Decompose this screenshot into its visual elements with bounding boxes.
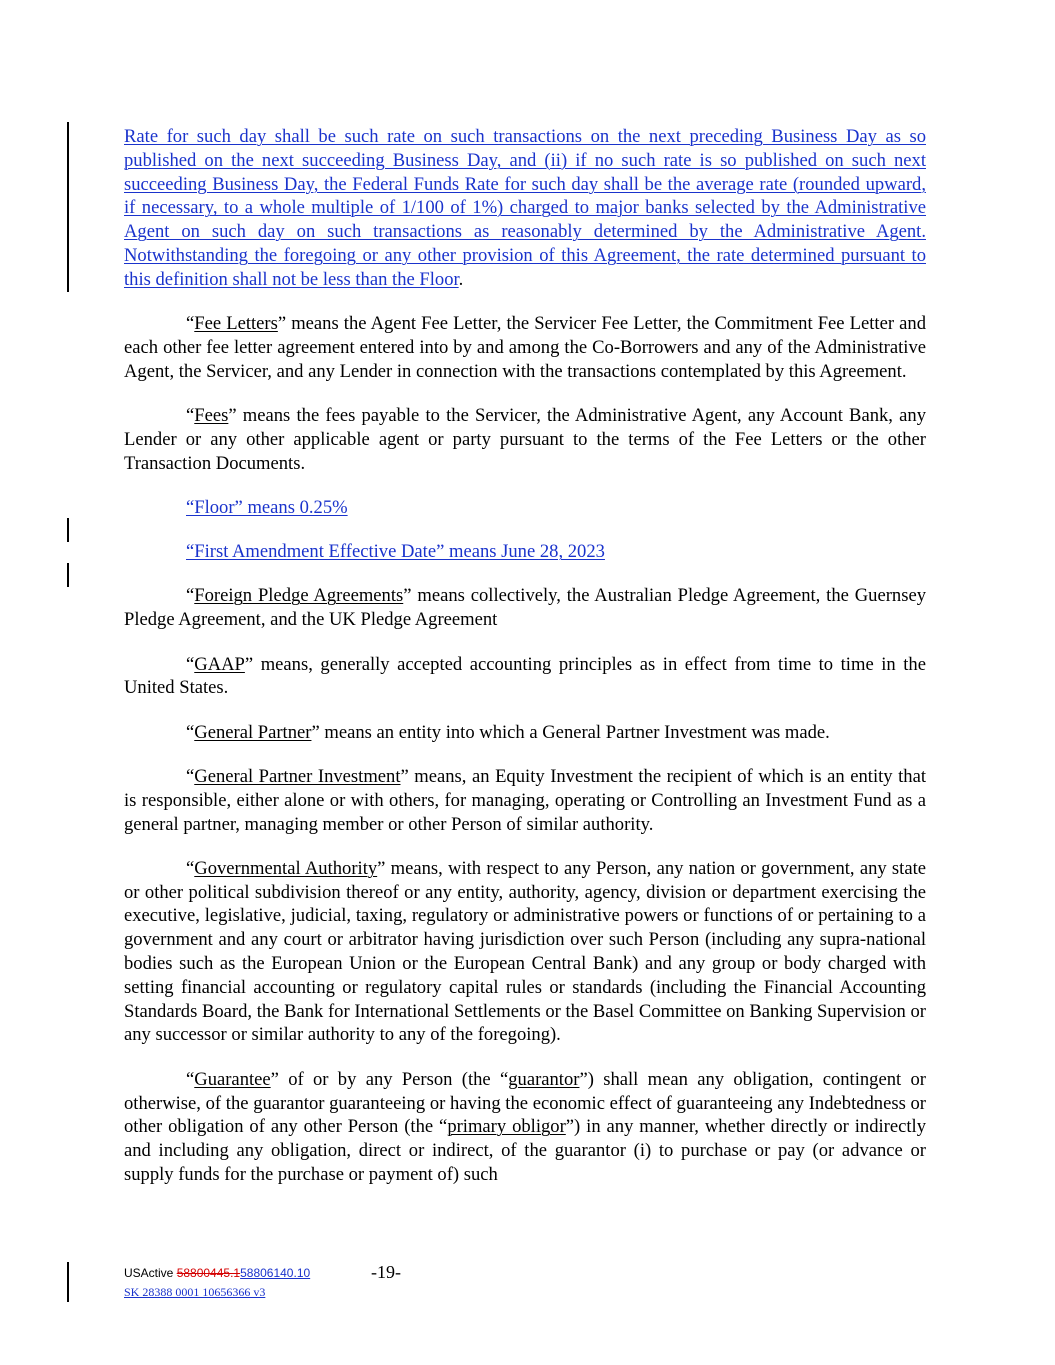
defined-term: General Partner xyxy=(194,721,312,743)
page-footer xyxy=(124,1262,624,1300)
defined-term: primary obligor xyxy=(447,1116,566,1138)
inserted-doc-id: 58806140.10 xyxy=(240,1266,311,1280)
inserted-text: Rate for such day shall be such rate on such transactions on the next preceding Business Day as so published on the next succeeding Business Day, and (ii) if no such rate is so published on such next succeeding Business Day, the Federal Funds Rate for such day shall be the average rate (rounded upward, if necessary, to a whole multiple of 1/100 of 1%) charged to major banks selected by the Administrative Agent on such day on such transactions as reasonably determined by the Administrative Agent. Notwithstanding the foregoing or any other provision of this Agreement, the rate determined pursuant to this definition shall not be less than the Floor xyxy=(124,126,926,290)
defined-term: Fees xyxy=(194,404,229,426)
footer-sk-id: SK 28388 0001 10656366 v3 xyxy=(124,1285,266,1299)
change-bar xyxy=(67,518,69,542)
defined-term: General Partner Investment xyxy=(194,765,401,787)
change-bar xyxy=(67,122,69,292)
definition-gaap: “GAAP” means, generally accepted accounting principles as in effect from time to time in the United States. xyxy=(124,653,926,699)
footer-doc-reference: USActive 58800445.158806140.10 xyxy=(124,1266,311,1280)
inserted-text: “First Amendment Effective Date” means June 28, 2023 xyxy=(186,541,605,563)
definition-fee-letters: “Fee Letters” means the Agent Fee Letter, the Servicer Fee Letter, the Commitment Fee Letter and each other fee letter agreement entered into by and among the Co-Borrowers and any of the Administrative Agent, the Servicer, and any Lender in connection with the transactions contemplated by this Agreement. xyxy=(124,313,926,382)
defined-term: Guarantee xyxy=(194,1068,271,1090)
definition-floor xyxy=(124,496,926,520)
change-bar xyxy=(67,563,69,587)
federal-funds-rate-continuation: Rate for such day shall be such rate on such transactions on the next preceding Business Day as so published on the next succeeding Business Day, and (ii) if no such rate is so published on such next succeeding Business Day, the Federal Funds Rate for such day shall be the average rate (rounded upward, if necessary, to a whole multiple of 1/100 of 1%) charged to major banks selected by the Administrative Agent on such day on such transactions as reasonably determined by the Administrative Agent. Notwithstanding the foregoing or any other provision of this Agreement, the rate determined pursuant to this definition shall not be less than the Floor. xyxy=(124,126,926,290)
defined-term: Fee Letters xyxy=(194,313,278,335)
definition-guarantee: “Guarantee” of or by any Person (the “guarantor”) shall mean any obligation, contingent or otherwise, of the guarantor guaranteeing or having the economic effect of guaranteeing any Indebtedness or other obligation of any other Person (the “primary obligor”) in any manner, whether directly or indirectly and including any obligation, direct or indirect, of the guarantor (i) to purchase or pay (or advance or supply funds for the purchase or payment of) such xyxy=(124,1068,926,1185)
change-bar xyxy=(67,1262,69,1302)
defined-term: GAAP xyxy=(194,653,245,675)
definition-foreign-pledge-agreements: “Foreign Pledge Agreements” means collectively, the Australian Pledge Agreement, the Guernsey Pledge Agreement, and the UK Pledge Agreement xyxy=(124,585,926,631)
definition-general-partner: “General Partner” means an entity into which a General Partner Investment was made. xyxy=(186,721,830,743)
inserted-text: “Floor” means 0.25% xyxy=(186,496,348,518)
document-body xyxy=(124,125,926,1207)
definition-governmental-authority: “Governmental Authority” means, with respect to any Person, any nation or government, any state or other political subdivision thereof or any entity, authority, agency, division or department exercising the executive, legislative, judicial, taxing, regulatory or administrative powers or functions of or pertaining to a government and any court or arbitrator having jurisdiction over such Person (including any supra-national bodies such as the European Union or the European Central Bank) and any group or body charged with setting financial accounting or regulatory capital rules or standards (including the Financial Accounting Standards Board, the Bank for International Settlements or the Basel Committee on Banking Supervision or any successor or similar authority to any of the foregoing). xyxy=(124,857,926,1046)
deleted-doc-id: 58800445.1 xyxy=(176,1266,241,1280)
defined-term: Foreign Pledge Agreements xyxy=(194,585,404,607)
defined-term: Governmental Authority xyxy=(194,857,378,879)
definition-fees: “Fees” means the fees payable to the Servicer, the Administrative Agent, any Account Bank, any Lender or any other applicable agent or party pursuant to the terms of the Fee Letters or the other Transaction Documents. xyxy=(124,404,926,474)
defined-term: guarantor xyxy=(508,1068,580,1090)
definition-first-amendment-effective-date xyxy=(124,540,926,564)
definition-general-partner-investment: “General Partner Investment” means, an Equity Investment the recipient of which is an entity that is responsible, either alone or with others, for managing, operating or Controlling an Investment Fund as a general partner, managing member or other Person of similar authority. xyxy=(124,765,926,835)
page-number: -19- xyxy=(371,1262,401,1282)
